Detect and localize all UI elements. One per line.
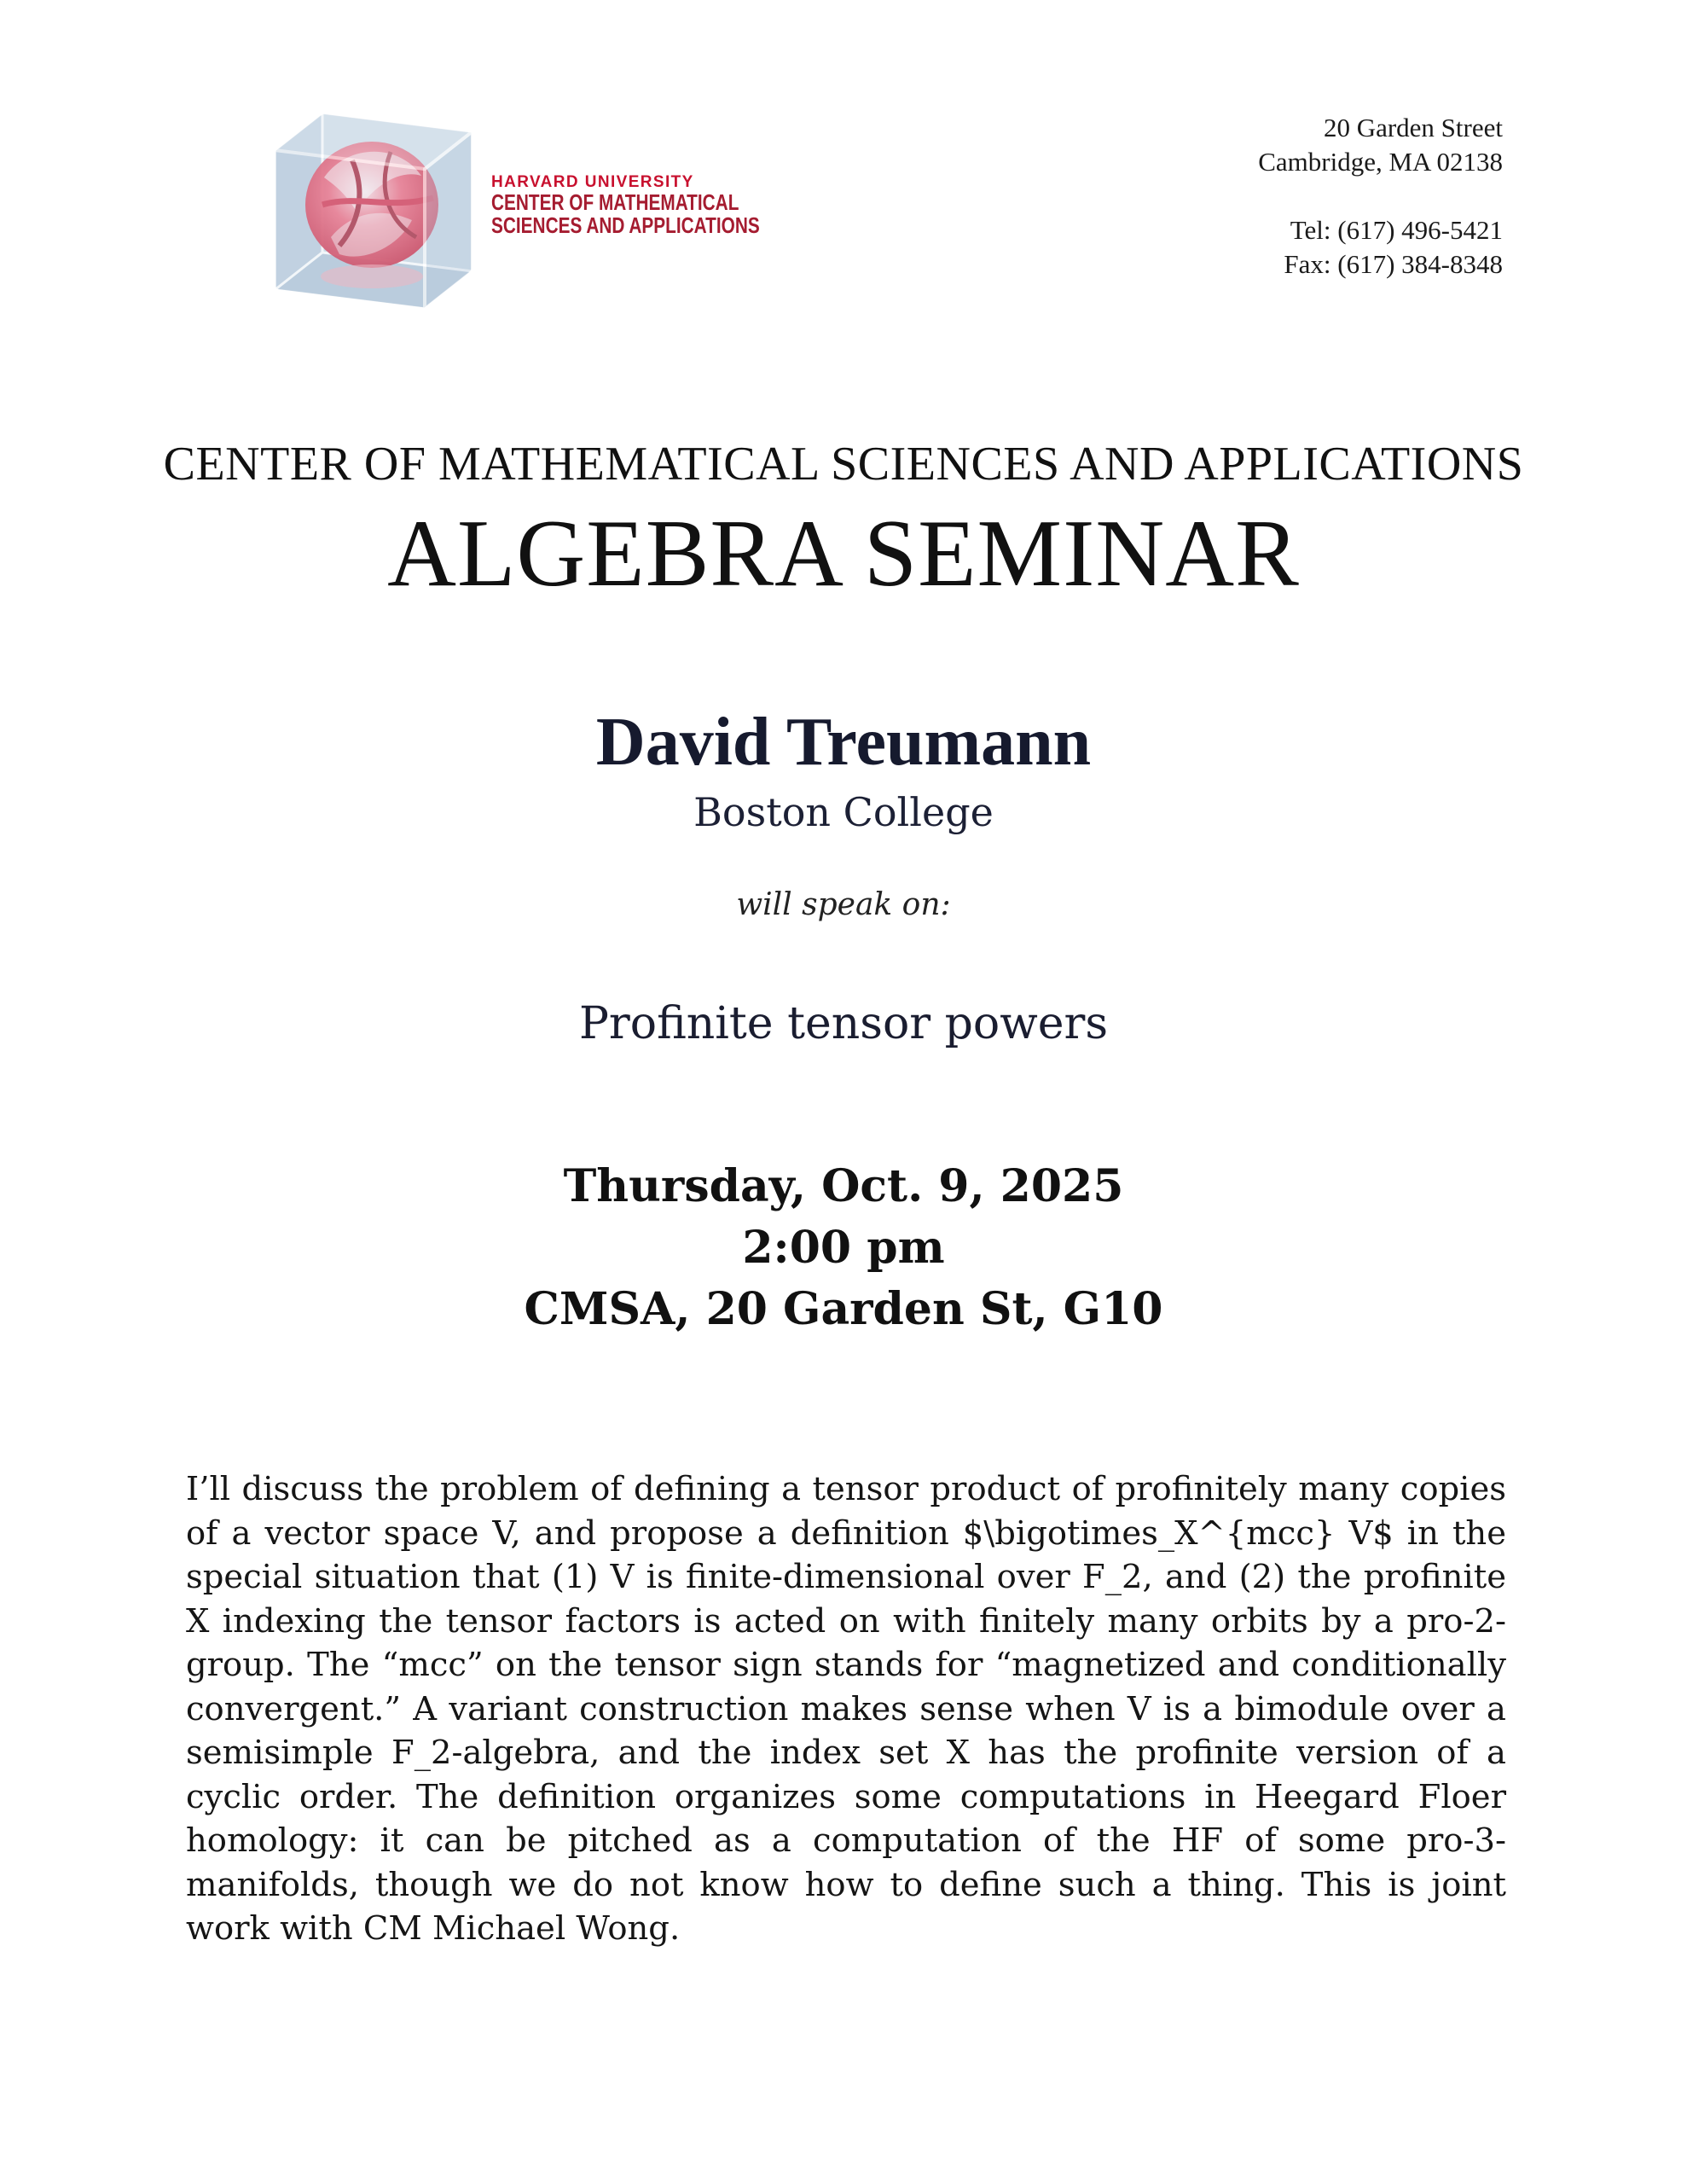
contact-tel: Tel: (617) 496-5421 bbox=[1290, 215, 1503, 245]
event-details bbox=[0, 1156, 1687, 1340]
seminar-title: ALGEBRA SEMINAR bbox=[387, 501, 1300, 607]
logo-center-line2: SCIENCES AND APPLICATIONS bbox=[491, 212, 760, 239]
event-date: Thursday, Oct. 9, 2025 bbox=[563, 1160, 1124, 1212]
cmsa-logo bbox=[271, 109, 766, 311]
cmsa-cube-logo-icon bbox=[271, 109, 476, 311]
logo-university: HARVARD UNIVERSITY bbox=[491, 173, 694, 191]
event-location: CMSA, 20 Garden St, G10 bbox=[524, 1283, 1163, 1335]
talk-abstract: I’ll discuss the problem of defining a tensor product of profinitely many copies of a vector space V, and propose a definition $\bigotimes_X^{mcc} V$ in the special situation that (1) V is finite-dimensional over F_2, and (2) the profinite X indexing the tensor factors is acted on with finitely many orbits by a pro-2-group. The “mcc” on the tensor sign stands for “magnetized and conditionally convergent.” A variant construction makes sense when V is a bimodule over a semisimple F_2-algebra, and the index set X has the profinite version of a cyclic order. The definition organizes some computations in Heegard Floer homology: it can be pitched as a computation of the HF of some pro-3-manifolds, though we do not know how to define such a thing. This is joint work with CM Michael Wong. bbox=[186, 1470, 1506, 1948]
address-street: 20 Garden Street bbox=[1323, 113, 1503, 142]
speaker-name: David Treumann bbox=[595, 705, 1092, 780]
speaker-affiliation: Boston College bbox=[693, 789, 994, 835]
logo-center-line1: CENTER OF MATHEMATICAL bbox=[491, 189, 739, 215]
contact-address bbox=[1258, 111, 1503, 282]
event-time: 2:00 pm bbox=[742, 1222, 945, 1274]
address-city: Cambridge, MA 02138 bbox=[1258, 147, 1503, 177]
talk-title: Profinite tensor powers bbox=[578, 998, 1109, 1049]
center-title: CENTER OF MATHEMATICAL SCIENCES AND APPLICATIONS bbox=[163, 438, 1524, 491]
contact-fax: Fax: (617) 384-8348 bbox=[1284, 249, 1503, 279]
address-spacer bbox=[1258, 179, 1503, 213]
logo-wordmark bbox=[491, 174, 826, 238]
speak-intro: will speak on: bbox=[736, 887, 951, 922]
